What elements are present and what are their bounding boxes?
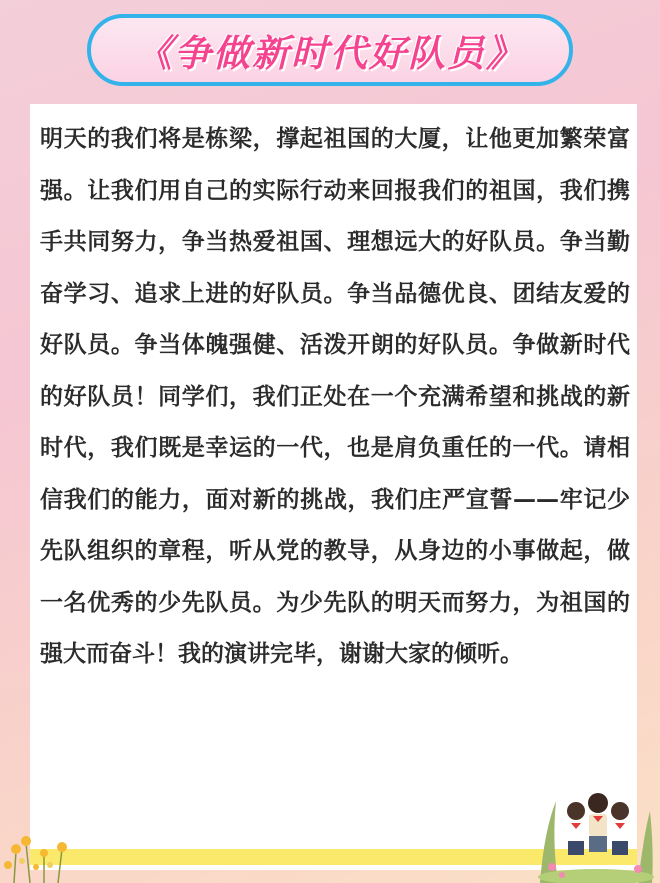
young-pioneers-kids-icon (538, 771, 654, 883)
title-banner (87, 14, 573, 86)
yellow-flowers-icon (0, 821, 80, 883)
page-title: 《争做新时代好队员》 (135, 32, 525, 75)
speech-body: 明天的我们将是栋梁，撑起祖国的大厦，让他更加繁荣富强。让我们用自己的实际行动来回报我们的祖国，我们携手共同努力，争当热爱祖国、理想远大的好队员。争当勤奋学习、追求上进的好队员。争当品德优良、团结友爱的好队员。争当体魄强健、活泼开朗的好队员。争做新时代的好队员！同学们，我们正处在一个充满希望和挑战的新时代，我们既是幸运的一代，也是肩负重任的一代。请相信我们的能力，面对新的挑战，我们庄严宣誓——牢记少先队组织的章程，听从党的教导，从身边的小事做起，做一名优秀的少先队员。为少先队的明天而努力，为祖国的强大而奋斗！我的演讲完毕，谢谢大家的倾听。 (40, 126, 630, 667)
